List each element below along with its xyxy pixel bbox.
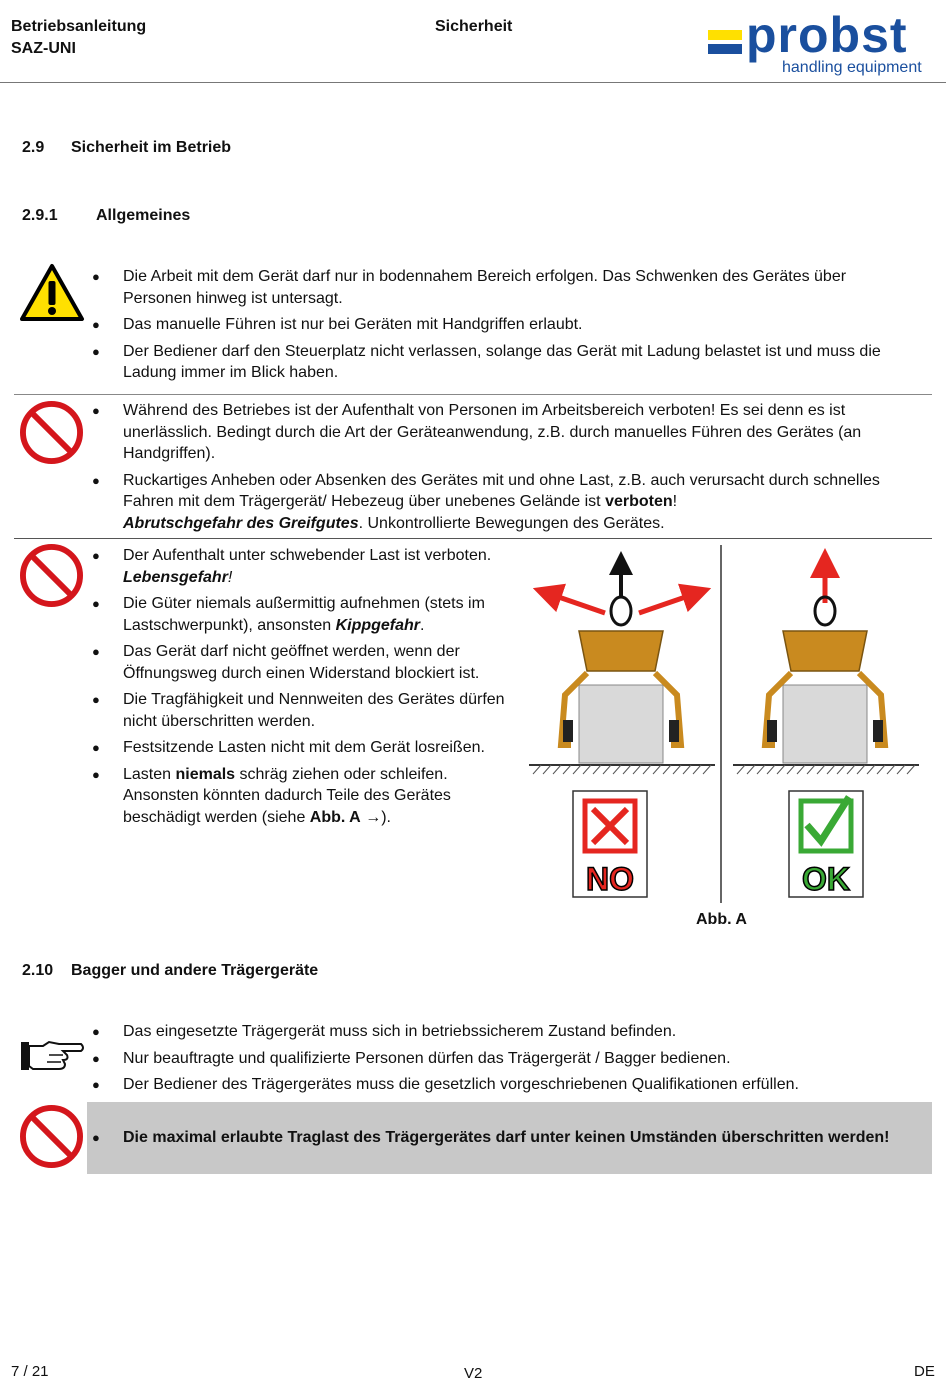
prohibition-icon <box>20 1105 83 1168</box>
no-label: NO <box>586 861 634 897</box>
list-item: ● Während des Betriebes ist der Aufenthalt von Personen im Arbeitsbereich verboten! Es sei denn es ist unerlässlich. Bedingt durch die Art der Geräteanwendung, z.B. durch manuelles Führen des Gerätes (an Handgriffen). <box>123 400 913 465</box>
figure-caption: Abb. A <box>696 911 747 928</box>
prohibition-icon <box>20 401 83 464</box>
logo-wordmark: probst <box>746 7 908 63</box>
logo-blue-bar <box>708 44 742 54</box>
list-item: ● Die Tragfähigkeit und Nennweiten des Gerätes dürfen nicht überschritten werden. <box>123 689 513 732</box>
prohibition-block-1 <box>123 400 913 539</box>
section-2-9-1-title: Allgemeines <box>96 207 191 224</box>
page-number: 7 / 21 <box>11 1363 49 1380</box>
logo-yellow-bar <box>708 30 742 40</box>
section-2-9-number: 2.9 <box>22 139 45 156</box>
ok-sign-icon <box>789 791 863 897</box>
doc-model: SAZ-UNI <box>11 40 76 57</box>
list-item: ● Der Bediener des Trägergerätes muss die gesetzlich vorgeschriebenen Qualifikationen erfüllen. <box>123 1074 923 1096</box>
doc-title: Betriebsanleitung <box>11 18 147 35</box>
prohibition-block-2 <box>123 545 513 833</box>
list-item: ● Die Güter niemals außermittig aufnehmen (stets im Lastschwerpunkt), ansonsten Kippgefahr. <box>123 593 513 636</box>
divider <box>14 394 932 395</box>
list-item: ● Der Bediener darf den Steuerplatz nicht verlassen, solange das Gerät mit Ladung belastet ist und muss die Ladung immer im Blick haben. <box>123 341 913 384</box>
list-item: ● Der Aufenthalt unter schwebender Last ist verboten. Lebensgefahr! <box>123 545 513 588</box>
list-item: ● Das eingesetzte Trägergerät muss sich in betriebssicherem Zustand befinden. <box>123 1021 923 1043</box>
list-item: ● Das Gerät darf nicht geöffnet werden, wenn der Öffnungsweg durch einen Widerstand blockiert ist. <box>123 641 513 684</box>
list-item: ● Ruckartiges Anheben oder Absenken des Gerätes mit und ohne Last, z.B. auch verursacht durch schnelles Fahren mit dem Trägergerät/ Hebezeug über unebenes Gelände ist verboten! Abrutschgefahr des Greifgutes. Unkontrollierte Bewegungen des Gerätes. <box>123 470 913 535</box>
no-sign-icon <box>573 791 647 897</box>
header-rule <box>0 82 946 83</box>
section-2-9-1-number: 2.9.1 <box>22 207 58 224</box>
version: V2 <box>464 1365 483 1382</box>
header-section: Sicherheit <box>435 18 513 35</box>
list-item: ● Nur beauftragte und qualifizierte Personen dürfen das Trägergerät / Bagger bedienen. <box>123 1048 923 1070</box>
list-item: ● Festsitzende Lasten nicht mit dem Gerät losreißen. <box>123 737 513 759</box>
list-item: ● Die Arbeit mit dem Gerät darf nur in bodennahem Bereich erfolgen. Das Schwenken des Gerätes über Personen hinweg ist untersagt. <box>123 266 913 309</box>
section-2-10-title: Bagger und andere Trägergeräte <box>71 962 319 979</box>
highlight-box <box>87 1102 932 1174</box>
section-2-10-number: 2.10 <box>22 962 54 979</box>
left-gripper-drawing <box>529 563 715 774</box>
divider <box>14 538 932 539</box>
probst-logo <box>706 7 938 80</box>
warning-block <box>123 266 913 389</box>
pointing-hand-icon <box>19 1038 85 1074</box>
right-gripper-drawing <box>733 563 919 774</box>
prohibition-icon <box>20 544 83 607</box>
section-2-9-title: Sicherheit im Betrieb <box>71 139 232 156</box>
note-block <box>123 1021 923 1101</box>
warning-triangle-icon <box>19 263 85 323</box>
list-item: ● Lasten niemals schräg ziehen oder schleifen. Ansonsten könnten dadurch Teile des Gerätes beschädigt werden (siehe Abb. A →). <box>123 764 513 829</box>
figure-a-illustration <box>525 545 925 905</box>
ok-label: OK <box>802 861 850 897</box>
language: DE <box>914 1363 935 1380</box>
list-item: ● Das manuelle Führen ist nur bei Geräten mit Handgriffen erlaubt. <box>123 314 913 336</box>
list-item: ● Die maximal erlaubte Traglast des Trägergerätes darf unter keinen Umständen überschritten werden! <box>123 1127 923 1149</box>
logo-tagline: handling equipment <box>782 59 922 76</box>
